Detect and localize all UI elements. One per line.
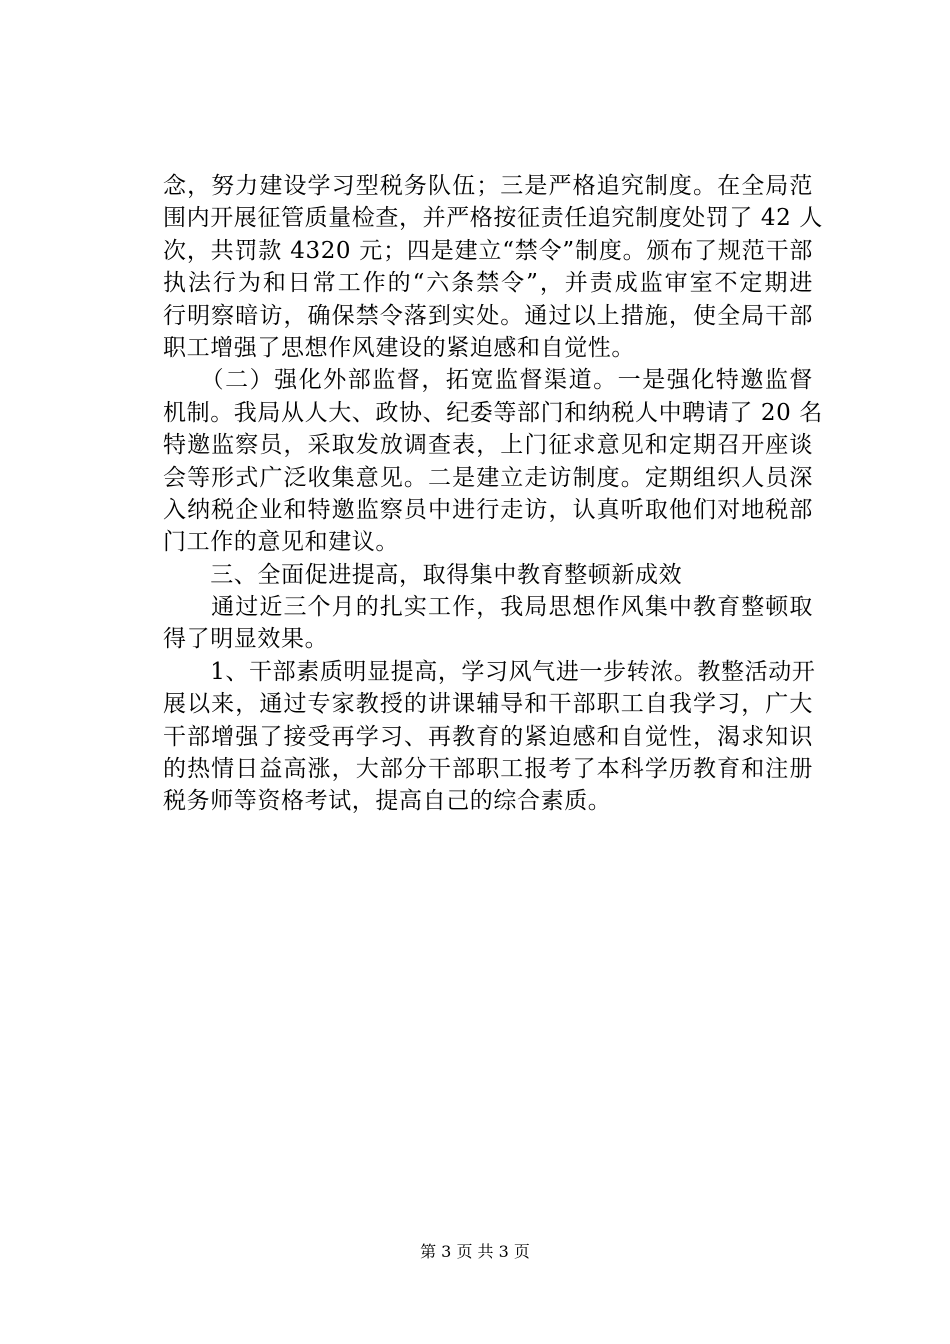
text-line: 机制。我局从人大、政协、纪委等部门和纳税人中聘请了 20 名 bbox=[163, 399, 823, 426]
text-line: （二）强化外部监督，拓宽监督渠道。一是强化特邀监督 bbox=[163, 367, 813, 394]
text-line: 会等形式广泛收集意见。二是建立走访制度。定期组织人员深 bbox=[163, 464, 813, 491]
text-line: 门工作的意见和建议。 bbox=[163, 529, 399, 556]
document-body bbox=[163, 170, 823, 818]
text-line: 职工增强了思想作风建设的紧迫感和自觉性。 bbox=[163, 334, 635, 361]
text-line: 执法行为和日常工作的“六条禁令”，并责成监审室不定期进 bbox=[163, 270, 813, 297]
text-line: 念，努力建设学习型税务队伍；三是严格追究制度。在全局范 bbox=[163, 173, 813, 199]
text-line: 展以来，通过专家教授的讲课辅导和干部职工自我学习，广大 bbox=[163, 691, 813, 718]
text-line: 干部增强了接受再学习、再教育的紧迫感和自觉性，渴求知识 bbox=[163, 723, 813, 750]
text-line: 特邀监察员，采取发放调查表，上门征求意见和定期召开座谈 bbox=[163, 432, 813, 459]
text-line: 得了明显效果。 bbox=[163, 626, 329, 653]
text-line: 围内开展征管质量检查，并严格按征责任追究制度处罚了 42 人 bbox=[163, 205, 823, 232]
text-line: 行明察暗访，确保禁令落到实处。通过以上措施，使全局干部 bbox=[163, 302, 813, 329]
text-line: 通过近三个月的扎实工作，我局思想作风集中教育整顿取 bbox=[163, 594, 813, 621]
text-line: 的热情日益高涨，大部分干部职工报考了本科学历教育和注册 bbox=[163, 756, 813, 783]
section-heading: 三、全面促进提高，取得集中教育整顿新成效 bbox=[163, 561, 683, 588]
text-line: 税务师等资格考试，提高自己的综合素质。 bbox=[163, 788, 612, 815]
text-line: 入纳税企业和特邀监察员中进行走访，认真听取他们对地税部 bbox=[163, 496, 813, 523]
text-line: 1、干部素质明显提高，学习风气进一步转浓。教整活动开 bbox=[163, 658, 816, 685]
text-line: 次，共罚款 4320 元；四是建立“禁令”制度。颁布了规范干部 bbox=[163, 237, 813, 264]
page-number-footer: 第 3 页 共 3 页 bbox=[420, 1242, 530, 1261]
